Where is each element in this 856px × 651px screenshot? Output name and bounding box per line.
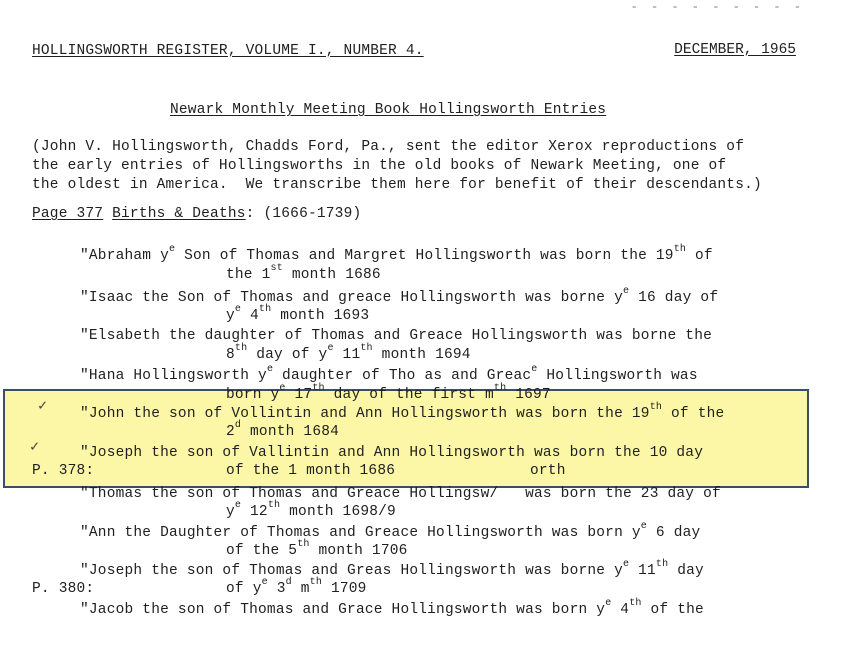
intro-line-1: (John V. Hollingsworth, Chadds Ford, Pa., sent the editor Xerox reproductions of <box>32 139 745 155</box>
margin-page-378: P. 378: <box>32 463 95 479</box>
section-heading <box>32 205 361 223</box>
intro-line-2: the early entries of Hollingsworths in the old books of Newark Meeting, one of <box>32 158 727 174</box>
check-mark-1: ✓ <box>38 398 48 415</box>
entry-hana-line-2: born $y^e$ 17th day of the first $m^{th}$ 1697 <box>226 383 551 403</box>
entry-elsabeth-line-2: 8th day of $y^e$ 11th month 1694 <box>226 343 471 363</box>
entry-joseph-line-2: of the 1 month 1686 <box>226 463 396 479</box>
entry-hana-line-1: "Hana Hollingsworth $y^e$ daughter of Tho as and Greac$^e$ Hollingsworth was <box>80 364 698 384</box>
check-mark-2: ✓ <box>30 439 40 456</box>
entry-isaac-line-2: $y^e$ 4th month 1693 <box>226 304 370 324</box>
issue-date: DECEMBER, 1965 <box>674 42 796 58</box>
births-deaths-heading: Births & Deaths <box>112 206 246 222</box>
page-title: Newark Monthly Meeting Book Hollingsworth Entries <box>170 102 607 118</box>
entry-ann-line-1: "Ann the Daughter of Thomas and Greace Hollingsworth was born $y^e$ 6 day <box>80 521 701 541</box>
register-header: HOLLINGSWORTH REGISTER, VOLUME I., NUMBER 4. <box>32 43 424 59</box>
entry-joseph-fragment: orth <box>530 463 566 479</box>
entry-joseph2-line-1: "Joseph the son of Thomas and Greas Hollingsworth was borne $y^e$ 11th day <box>80 559 704 579</box>
entry-ann-line-2: of the 5th month 1706 <box>226 539 408 559</box>
entry-thomas-line-1: "Thomas the son of Thomas and Greace Hollingsw/ was born the 23 day of <box>80 486 721 502</box>
entry-john-line-1: "John the son of Vollintin and Ann Hollingsworth was born the 19th of the <box>80 402 725 422</box>
entry-elsabeth-line-1: "Elsabeth the daughter of Thomas and Greace Hollingsworth was borne the <box>80 328 713 344</box>
page-ref: Page 377 <box>32 206 104 222</box>
entry-jacob-line-1: "Jacob the son of Thomas and Grace Hollingsworth was born $y^e$ 4th of the <box>80 598 704 618</box>
entry-abraham-line-1: "Abraham $y^e$ Son of Thomas and Margret Hollingsworth was born the 19th of <box>80 244 713 264</box>
entry-thomas-line-2: $y^e$ 12th month 1698/9 <box>226 500 396 520</box>
intro-line-3: the oldest in America. We transcribe them here for benefit of their descendants.) <box>32 177 762 193</box>
entry-john-line-2: 2$^d$ month 1684 <box>226 420 340 440</box>
entry-joseph2-line-2: of $y^e$ 3$^d$ $m^{th}$ 1709 <box>226 577 367 597</box>
entry-abraham-line-2: the 1st month 1686 <box>226 263 381 283</box>
top-marks: - - - - - - - - - <box>630 0 804 14</box>
entry-joseph-line-1: "Joseph the son of Vallintin and Ann Hollingsworth was born the 10 day <box>80 445 704 461</box>
entry-isaac-line-1: "Isaac the Son of Thomas and greace Hollingsworth was borne $y^e$ 16 day of <box>80 286 719 306</box>
year-range: : (1666-1739) <box>245 206 362 222</box>
margin-page-380: P. 380: <box>32 581 95 597</box>
